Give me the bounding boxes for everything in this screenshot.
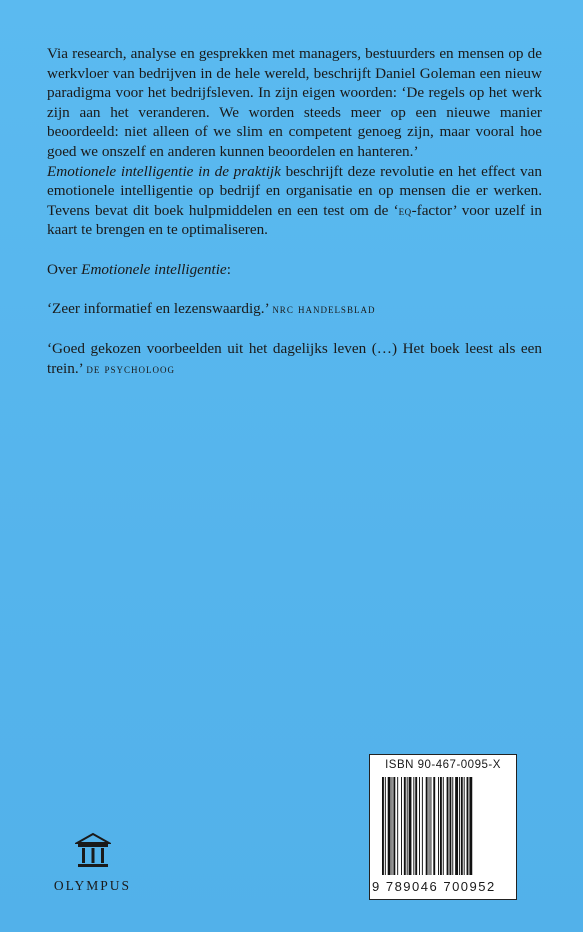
book-title: Emotionele intelligentie in de praktijk <box>47 162 281 180</box>
review-quote-1: ‘Zeer informatief en lezenswaardig.’ nrc handelsblad <box>47 299 376 317</box>
barcode-bars <box>380 777 506 877</box>
quote-source-psycholoog: de psycholoog <box>86 361 175 376</box>
blurb-text <box>47 44 542 379</box>
barcode <box>369 754 517 900</box>
review-quote-2: ‘Goed gekozen voorbeelden uit het dagelijks leven (…) Het boek leest als een trein.’ de psycholoog <box>47 339 542 377</box>
isbn-number: ISBN 90-467-0095-X <box>385 759 501 771</box>
quote-source-nrc: nrc handelsblad <box>272 301 376 316</box>
publisher-logo <box>40 832 145 894</box>
blurb-paragraph-2: Emotionele intelligentie in de praktijk beschrijft deze revolutie en het effect van emotionele intelligentie op bedrijf en organisatie en op mensen die er werken. Tevens bevat dit boek hulpmiddelen en een test om de ‘eq-factor’ voor uzelf in kaart te brengen en te optimaliseren. <box>47 162 542 239</box>
publisher-name: OLYMPUS <box>53 878 132 893</box>
blurb-paragraph-1: Via research, analyse en gesprekken met managers, bestuurders en mensen op de werkvloer van bedrijven in de hele wereld, beschrijft Daniel Goleman een nieuw paradigma voor het bedrijfsleven. In zijn eigen woorden: ‘De regels op het werk zijn aan het veranderen. We worden steeds meer op een nieuwe manier beoordeeld: niet alleen of we slim en competent genoeg zijn, maar vooral hoe goed we onszelf en anderen kunnen beoordelen en hanteren.’ <box>47 45 542 160</box>
over-heading: Over Emotionele intelligentie: <box>47 260 231 278</box>
ean-number: 9 789046 700952 <box>372 879 496 894</box>
temple-columns-icon <box>75 832 111 870</box>
